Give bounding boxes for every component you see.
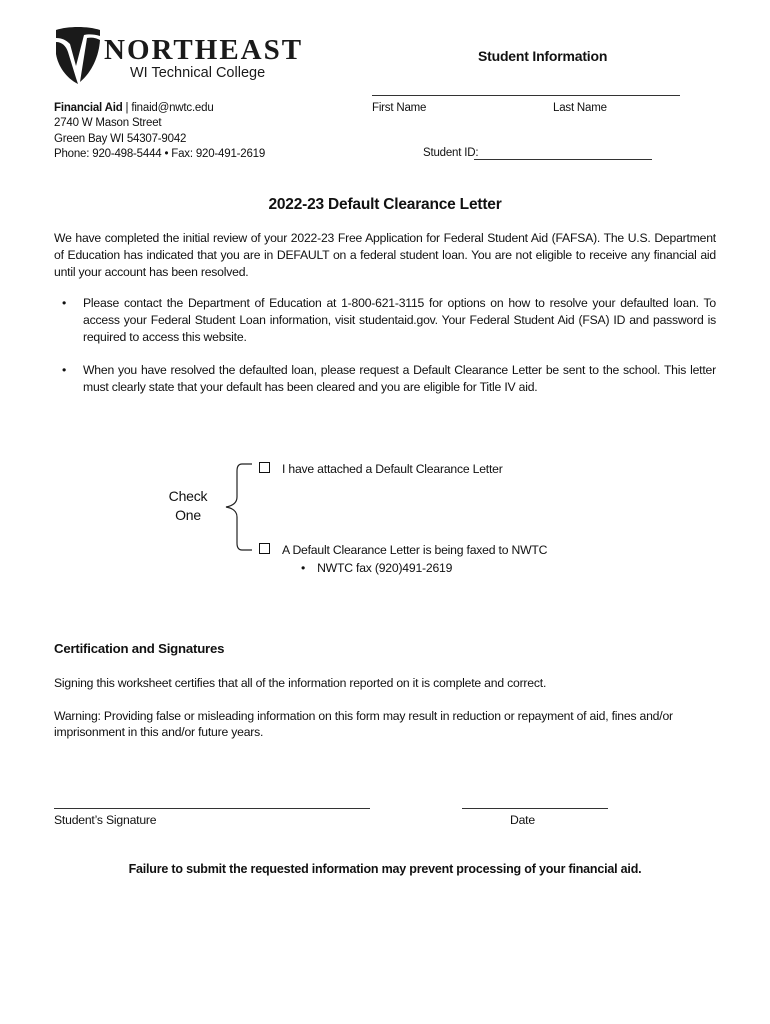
checkbox-faxed[interactable] <box>259 543 270 554</box>
date-entry-line[interactable] <box>462 808 608 809</box>
date-label: Date <box>510 813 535 827</box>
letter-title: 2022-23 Default Clearance Letter <box>268 196 502 213</box>
student-info-title: Student Information <box>478 48 608 64</box>
contact-email: finaid@nwtc.edu <box>131 102 214 114</box>
option-faxed-letter[interactable] <box>259 542 547 558</box>
first-name-label: First Name <box>372 102 427 114</box>
student-id-entry-line[interactable] <box>474 159 652 160</box>
contact-city: Green Bay WI 54307-9042 <box>54 132 187 145</box>
footer-note: Failure to submit the requested information may prevent processing of your financial aid. <box>128 862 642 876</box>
certification-heading: Certification and Signatures <box>54 641 225 656</box>
check-one-label <box>160 487 216 525</box>
option-attached-letter[interactable] <box>259 461 503 477</box>
fax-detail-text: NWTC fax (920)491-2619 <box>317 561 453 575</box>
bullet-icon: • <box>62 363 67 377</box>
list-item <box>62 362 716 398</box>
college-name: NORTHEAST <box>104 34 304 66</box>
list-item <box>62 295 716 347</box>
name-entry-line[interactable] <box>372 95 680 96</box>
signature-entry-line[interactable] <box>54 808 370 809</box>
option-faxed-label: A Default Clearance Letter is being faxed to NWTC <box>282 543 548 557</box>
email-separator: | <box>122 102 132 114</box>
fax-detail <box>301 560 452 576</box>
check-one-label-line1: Check <box>168 488 208 504</box>
signature-label: Student’s Signature <box>54 813 157 827</box>
check-one-label-line2: One <box>175 507 201 523</box>
bullet-text: Please contact the Department of Education at 1-800-621-3115 for options on how to resolve your defaulted loan. To access your Federal Student Loan information, visit studentaid.gov. Your Federal Student Aid (FSA) ID and password is required to access this website. <box>83 296 716 344</box>
student-id-label: Student ID: <box>423 147 479 159</box>
department-name: Financial Aid <box>54 102 123 114</box>
bullet-icon: • <box>62 296 67 310</box>
certification-statement: Signing this worksheet certifies that all of the information reported on it is complete and correct. <box>54 676 547 690</box>
contact-phone-fax: Phone: 920-498-5444 • Fax: 920-491-2619 <box>54 147 266 160</box>
option-attached-label: I have attached a Default Clearance Letter <box>282 462 503 476</box>
intro-paragraph: We have completed the initial review of your 2022-23 Free Application for Federal Student Aid (FAFSA). The U.S. Department of Education has indicated that you are in DEFAULT on a federal student loan. You are not eligible to receive any financial aid until your account has been resolved. <box>54 231 716 279</box>
contact-block <box>54 101 265 162</box>
last-name-label: Last Name <box>553 102 607 114</box>
college-subtitle: WI Technical College <box>130 65 266 81</box>
college-logo-shield-icon <box>54 26 102 86</box>
checkbox-attached[interactable] <box>259 462 270 473</box>
contact-street: 2740 W Mason Street <box>54 117 162 130</box>
bullet-icon: • <box>301 561 306 575</box>
bullet-text: When you have resolved the defaulted loan, please request a Default Clearance Letter be sent to the school. This letter must clearly state that your default has been cleared and you are eligible for Title IV aid. <box>83 363 716 394</box>
curly-bracket-icon <box>218 459 258 555</box>
warning-statement: Warning: Providing false or misleading information on this form may result in reduction or repayment of aid, fines and/or imprisonment in this and/or future years. <box>54 709 673 739</box>
